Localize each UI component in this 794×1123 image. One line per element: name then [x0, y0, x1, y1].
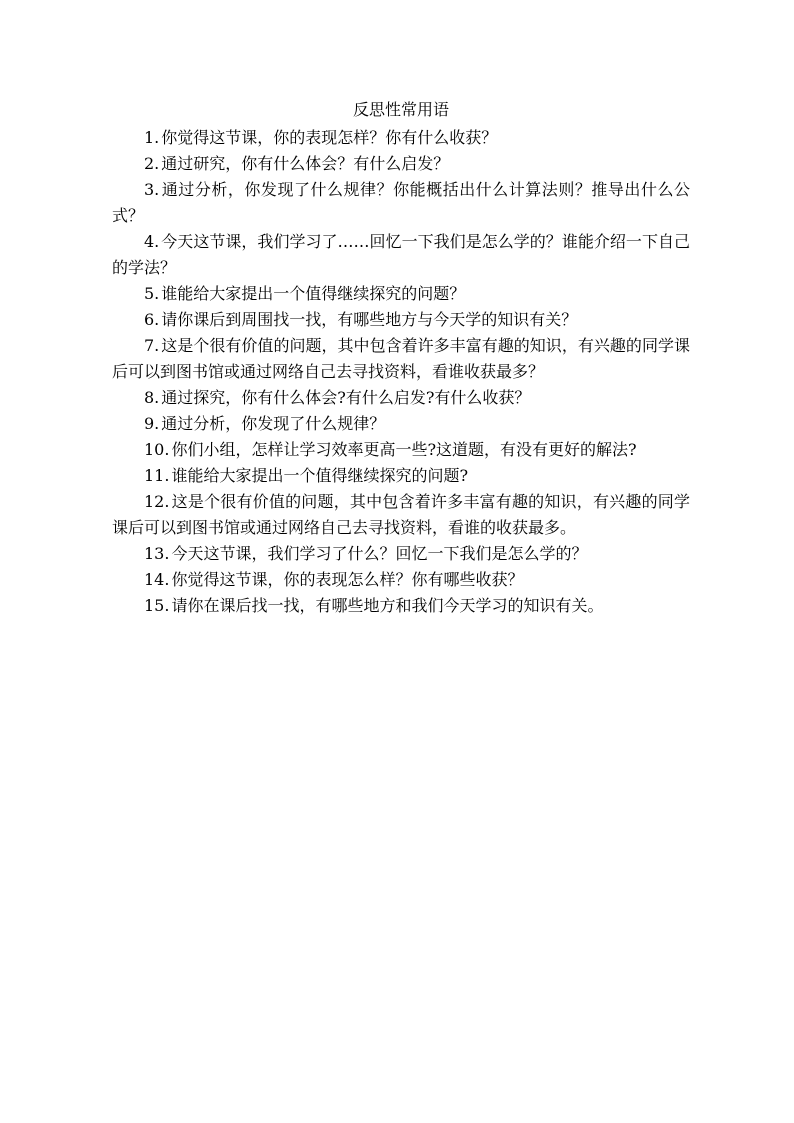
item-number: 9.	[144, 414, 160, 433]
item-number: 2.	[144, 154, 160, 173]
list-item	[112, 281, 690, 307]
item-text: 谁能给大家提出一个值得继续探究的问题？	[161, 284, 466, 303]
item-number: 6.	[144, 310, 160, 329]
item-number: 14.	[144, 570, 170, 589]
document-page	[112, 99, 690, 619]
item-number: 8.	[144, 388, 160, 407]
list-item	[112, 385, 690, 411]
item-text: 通过探究，你有什么体会?有什么启发?有什么收获？	[161, 388, 531, 407]
item-text: 这是个很有价值的问题，其中包含着许多丰富有趣的知识，有兴趣的同学课后可以到图书馆或通过网络自己去寻找资料，看谁的收获最多。	[112, 492, 690, 537]
list-item	[112, 567, 690, 593]
list-item	[112, 489, 690, 541]
item-text: 你觉得这节课，你的表现怎么样？你有哪些收获？	[171, 570, 524, 589]
item-text: 今天这节课，我们学习了什么？回忆一下我们是怎么学的？	[171, 544, 588, 563]
item-number: 12.	[144, 492, 170, 511]
item-text: 通过分析，你发现了什么规律？	[161, 414, 386, 433]
page-title: 反思性常用语	[352, 100, 449, 119]
item-text: 通过研究，你有什么体会？有什么启发？	[161, 154, 450, 173]
item-number: 1.	[144, 128, 160, 147]
item-text: 你觉得这节课，你的表现怎样？你有什么收获？	[161, 128, 498, 147]
item-number: 15.	[144, 596, 170, 615]
item-number: 13.	[144, 544, 170, 563]
item-number: 10.	[144, 440, 170, 459]
item-number: 4.	[144, 232, 160, 251]
item-text: 今天这节课，我们学习了……回忆一下我们是怎么学的？谁能介绍一下自己的学法？	[112, 232, 690, 277]
list-item	[112, 411, 690, 437]
item-text: 请你在课后找一找，有哪些地方和我们今天学习的知识有关。	[171, 596, 604, 615]
item-number: 7.	[144, 336, 160, 355]
item-text: 你们小组，怎样让学习效率更高一些?这道题，有没有更好的解法?	[171, 440, 637, 459]
list-item	[112, 437, 690, 463]
item-text: 通过分析，你发现了什么规律？你能概括出什么计算法则？推导出什么公式？	[112, 180, 690, 225]
list-item	[112, 177, 690, 229]
item-number: 11.	[144, 466, 170, 485]
item-number: 5.	[144, 284, 160, 303]
list-item	[112, 125, 690, 151]
list-item	[112, 541, 690, 567]
list-item	[112, 151, 690, 177]
list-item	[112, 593, 690, 619]
list-item	[112, 333, 690, 385]
item-text: 谁能给大家提出一个值得继续探究的问题?	[171, 466, 469, 485]
item-number: 3.	[144, 180, 160, 199]
list-item	[112, 229, 690, 281]
list-item	[112, 307, 690, 333]
item-text: 请你课后到周围找一找，有哪些地方与今天学的知识有关？	[161, 310, 578, 329]
list-item	[112, 463, 690, 489]
item-text: 这是个很有价值的问题，其中包含着许多丰富有趣的知识，有兴趣的同学课后可以到图书馆或通过网络自己去寻找资料，看谁收获最多？	[112, 336, 690, 381]
